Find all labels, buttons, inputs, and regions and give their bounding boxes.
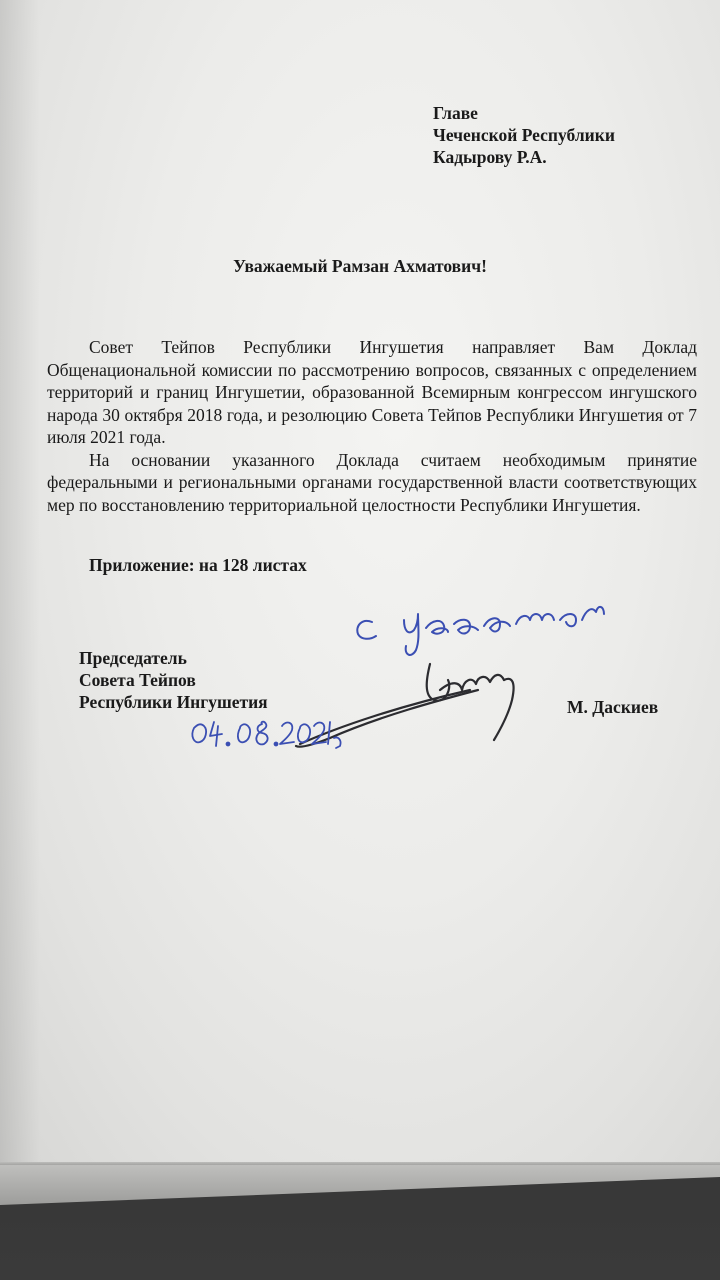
body-paragraph: На основании указанного Доклада считаем необходимым принятие федеральными и региональными органами государственной власти соответствующих мер по восстановлению территориальной целостности Республики Ингушетия. bbox=[47, 449, 697, 515]
addressee-line: Кадырову Р.А. bbox=[433, 147, 547, 167]
addressee-line: Чеченской Республики bbox=[433, 125, 615, 145]
appendix-note: Приложение: на 128 листах bbox=[89, 555, 307, 575]
page-shadow bbox=[0, 0, 40, 1165]
signatory-title-line: Председатель bbox=[79, 648, 187, 668]
addressee-block bbox=[433, 102, 615, 168]
addressee-line: Главе bbox=[433, 103, 478, 123]
signatory-title-line: Республики Ингушетия bbox=[79, 692, 268, 712]
signer-name: М. Даскиев bbox=[567, 697, 659, 717]
salutation: Уважаемый Рамзан Ахматович! bbox=[233, 256, 487, 276]
signatory-title bbox=[79, 647, 268, 713]
letter-body bbox=[47, 336, 697, 516]
body-paragraph: Совет Тейпов Республики Ингушетия направляет Вам Доклад Общенациональной комиссии по рассмотрению вопросов, связанных с определением территорий и границ Ингушетии, образованной Всемирным конгрессом ингушского народа 30 октября 2018 года, и резолюцию Совета Тейпов Республики Ингушетия от 7 июля 2021 года. bbox=[47, 337, 697, 447]
signatory-title-line: Совета Тейпов bbox=[79, 670, 196, 690]
